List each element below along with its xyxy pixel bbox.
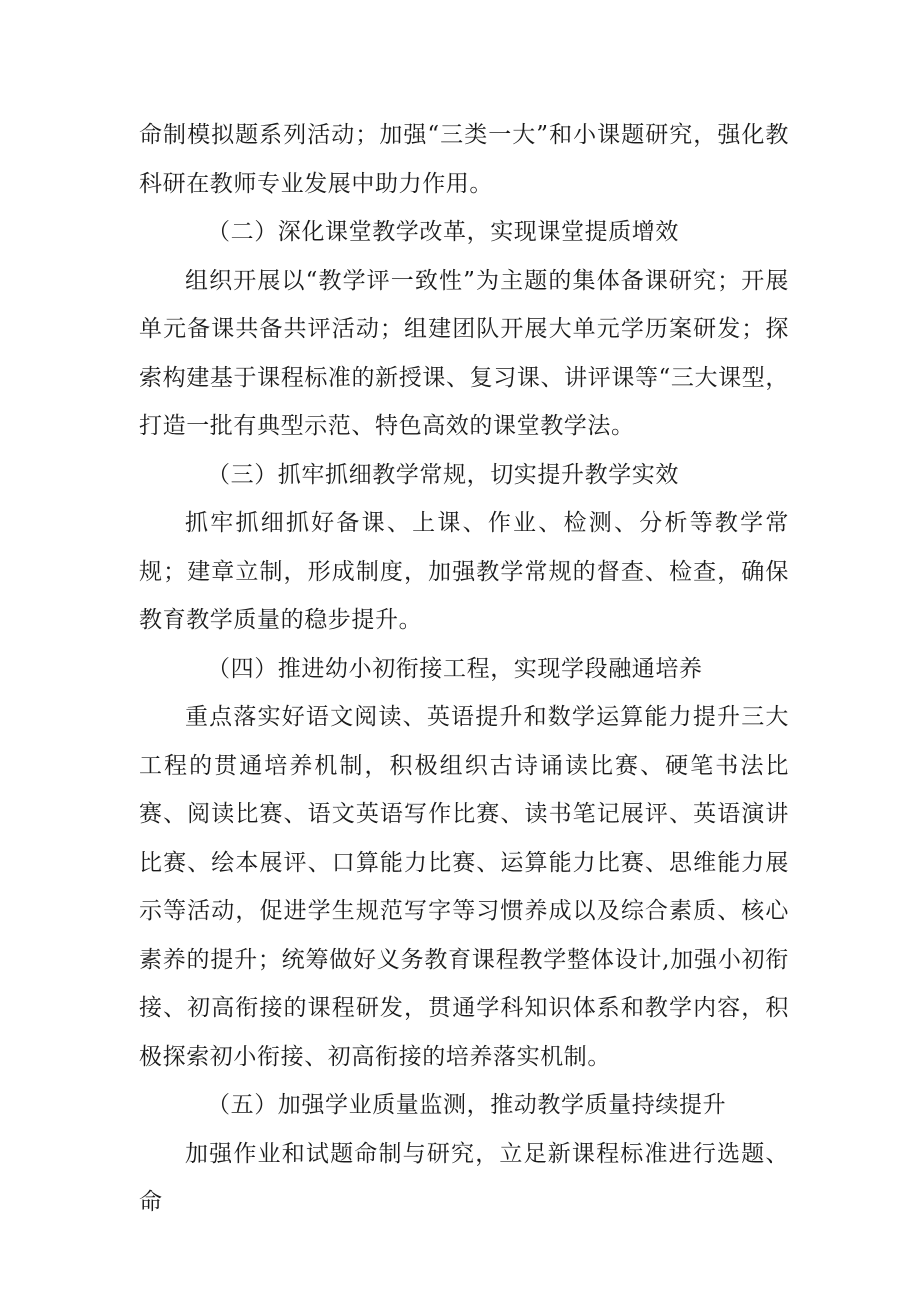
- document-body: [139, 111, 789, 1227]
- paragraph-teaching-routine: 抓牢抓细抓好备课、上课、作业、检测、分析等教学常规；建章立制，形成制度，加强教学常规的督查、检查，确保教育教学质量的稳步提升。: [139, 510, 789, 633]
- section-heading-3: （三）抓牢抓细教学常规，切实提升教学实效: [207, 461, 679, 488]
- paragraph-quality-monitoring: 加强作业和试题命制与研究，立足新课程标准进行选题、命: [139, 1140, 789, 1215]
- section-heading-2: （二）深化课堂教学改革，实现课堂提质增效: [207, 219, 679, 245]
- section-heading-4: （四）推进幼小初衔接工程，实现学段融通培养: [207, 655, 703, 682]
- paragraph-continued: 命制模拟题系列活动；加强“三类一大”和小课题研究，强化教科研在教师专业发展中助力作用。: [139, 122, 789, 197]
- paragraph-classroom-reform: 组织开展以“教学评一致性”为主题的集体备课研究；开展单元备课共备共评活动；组建团队开展大单元学历案研发；探索构建基于课程标准的新授课、复习课、讲评课等“三大课型，打造一批有典型示范、特色高效的课堂教学法。: [139, 267, 789, 439]
- section-heading-5: （五）加强学业质量监测，推动教学质量持续提升: [207, 1092, 727, 1118]
- paragraph-stage-connection: 重点落实好语文阅读、英语提升和数学运算能力提升三大工程的贯通培养机制，积极组织古诗诵读比赛、硬笔书法比赛、阅读比赛、语文英语写作比赛、读书笔记展评、英语演讲比赛、绘本展评、口算能力比赛、运算能力比赛、思维能力展示等活动，促进学生规范写字等习惯养成以及综合素质、核心素养的提升；统筹做好义务教育课程教学整体设计,加强小初衔接、初高衔接的课程研发，贯通学科知识体系和教学内容，积极探索初小衔接、初高衔接的培养落实机制。: [139, 704, 789, 1070]
